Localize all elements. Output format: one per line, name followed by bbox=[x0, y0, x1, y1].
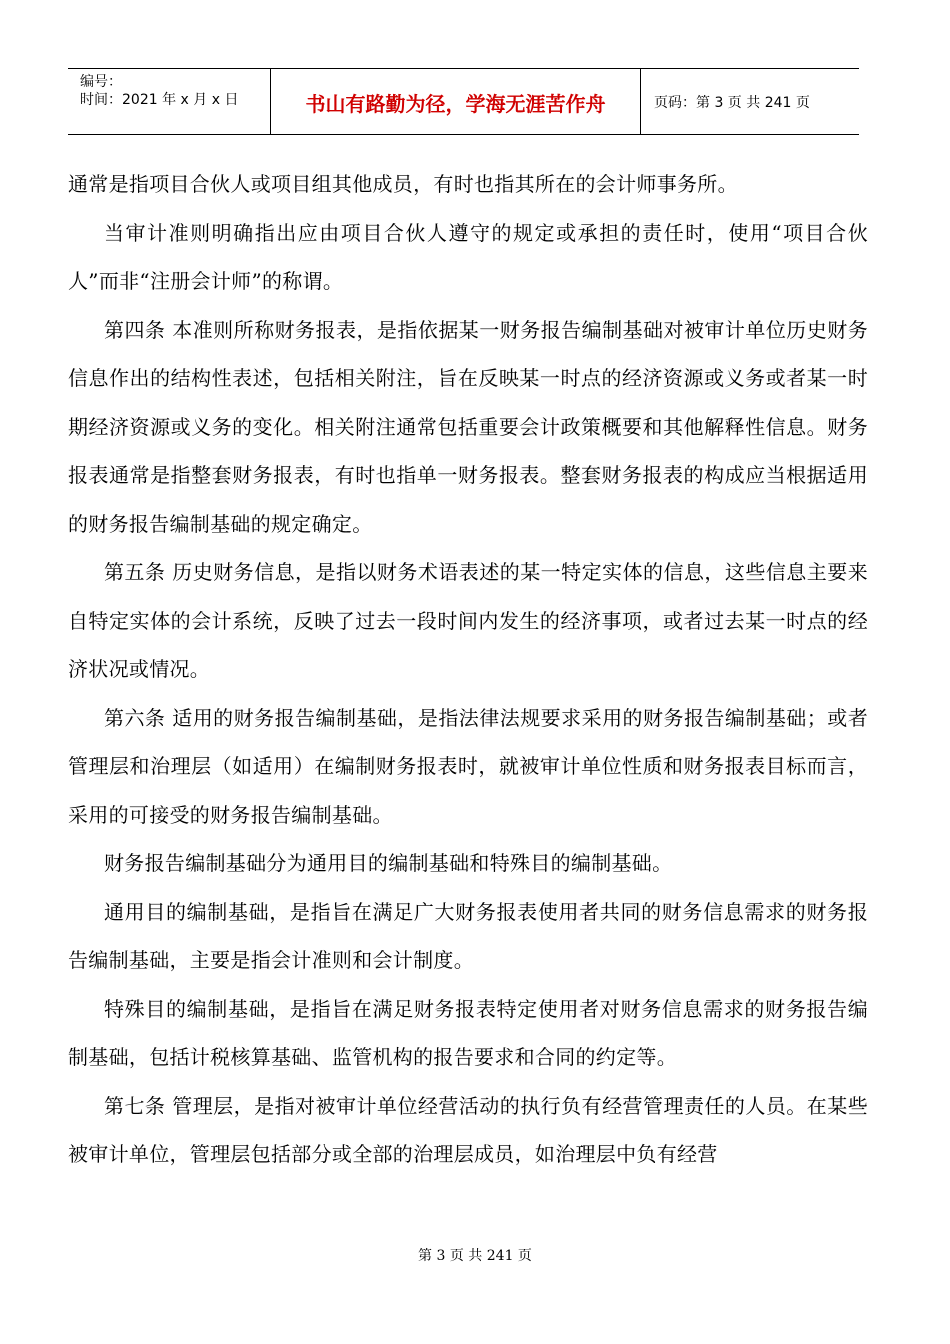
time-label: 时间：2021 年 x 月 x 日 bbox=[80, 92, 239, 108]
paragraph: 通常是指项目合伙人或项目组其他成员，有时也指其所在的会计师事务所。 bbox=[68, 172, 738, 196]
paragraph: 财务报告编制基础分为通用目的编制基础和特殊目的编制基础。 bbox=[104, 851, 673, 875]
paragraph: 特殊目的编制基础，是指旨在满足财务报表特定使用者对财务信息需求的财务报告编制基础，包括计税核算基础、监管机构的报告要求和合同的约定等。 bbox=[68, 996, 868, 1069]
header-motto: 书山有路勤为径，学海无涯苦作舟 bbox=[305, 91, 606, 116]
paragraph: 通用目的编制基础，是指旨在满足广大财务报表使用者共同的财务信息需求的财务报告编制基础，主要是指会计准则和会计制度。 bbox=[68, 899, 868, 972]
page-footer: 第 3 页 共 241 页 bbox=[418, 1248, 532, 1264]
document-header bbox=[68, 68, 859, 135]
header-page-label: 页码：第 3 页 共 241 页 bbox=[654, 95, 810, 111]
paragraph: 第六条 适用的财务报告编制基础，是指法律法规要求采用的财务报告编制基础；或者管理层和治理层（如适用）在编制财务报表时，就被审计单位性质和财务报表目标而言，采用的可接受的财务报告编制基础。 bbox=[68, 705, 868, 827]
header-meta bbox=[80, 73, 238, 109]
paragraph: 第五条 历史财务信息，是指以财务术语表述的某一特定实体的信息，这些信息主要来自特定实体的会计系统，反映了过去一段时间内发生的经济事项，或者过去某一时点的经济状况或情况。 bbox=[68, 560, 868, 681]
paragraph: 第七条 管理层，是指对被审计单位经营活动的执行负有经营管理责任的人员。在某些被审计单位，管理层包括部分或全部的治理层成员，如治理层中负有经营 bbox=[68, 1093, 868, 1166]
header-divider bbox=[640, 69, 641, 134]
paragraph: 第四条 本准则所称财务报表，是指依据某一财务报告编制基础对被审计单位历史财务信息作出的结构性表述，包括相关附注，旨在反映某一时点的经济资源或义务或者某一时期经济资源或义务的变化。相关附注通常包括重要会计政策概要和其他解释性信息。财务报表通常是指整套财务报表，有时也指单一财务报表。整套财务报表的构成应当根据适用的财务报告编制基础的规定确定。 bbox=[68, 317, 868, 536]
document-body bbox=[68, 160, 868, 1179]
number-label: 编号： bbox=[80, 74, 122, 90]
paragraph: 当审计准则明确指出应由项目合伙人遵守的规定或承担的责任时，使用“项目合伙人”而非“注册会计师”的称谓。 bbox=[68, 220, 868, 293]
